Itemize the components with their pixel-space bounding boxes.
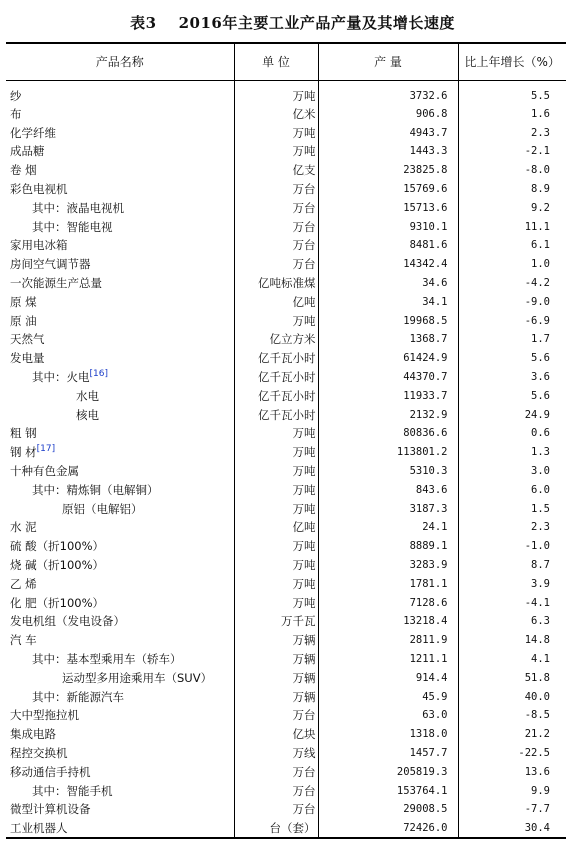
output-cell: 14342.4	[318, 255, 458, 274]
product-name: 烧 碱（折100%）	[10, 558, 105, 573]
output-cell: 34.1	[318, 292, 458, 311]
table-row	[6, 537, 566, 556]
product-name-cell	[6, 180, 234, 199]
growth-cell: 3.6	[458, 368, 566, 387]
growth-cell: 6.0	[458, 480, 566, 499]
product-name-cell	[6, 349, 234, 368]
output-cell: 3732.6	[318, 80, 458, 105]
table-row	[6, 123, 566, 142]
table-number: 表3	[130, 14, 157, 32]
product-name-cell	[6, 725, 234, 744]
growth-cell: 1.3	[458, 443, 566, 462]
product-name: 集成电路	[10, 727, 56, 742]
product-name: 原铝（电解铝）	[62, 501, 143, 516]
product-name: 钢 材	[10, 445, 37, 460]
unit-cell: 亿千瓦小时	[234, 386, 318, 405]
unit-cell: 万台	[234, 180, 318, 199]
product-name-cell	[6, 668, 234, 687]
product-name: 其中：智能手机	[32, 783, 113, 798]
output-cell: 29008.5	[318, 800, 458, 819]
unit-cell: 台（套）	[234, 819, 318, 838]
table-row	[6, 236, 566, 255]
output-cell: 9310.1	[318, 217, 458, 236]
output-cell: 3187.3	[318, 499, 458, 518]
header-row	[6, 43, 566, 80]
growth-cell: -22.5	[458, 744, 566, 763]
output-cell: 45.9	[318, 687, 458, 706]
output-cell: 3283.9	[318, 556, 458, 575]
growth-cell: 9.2	[458, 198, 566, 217]
output-cell: 113801.2	[318, 443, 458, 462]
footnote-link[interactable]: [17]	[36, 444, 56, 455]
output-cell: 1211.1	[318, 650, 458, 669]
unit-cell: 万台	[234, 198, 318, 217]
product-name-cell	[6, 612, 234, 631]
header-output: 产 量	[318, 43, 458, 80]
growth-cell: -8.5	[458, 706, 566, 725]
unit-cell: 万吨	[234, 537, 318, 556]
product-name-cell	[6, 142, 234, 161]
production-table	[6, 42, 566, 839]
unit-cell: 亿支	[234, 161, 318, 180]
product-name: 汽 车	[10, 633, 37, 648]
product-name: 运动型多用途乘用车（SUV）	[62, 670, 213, 685]
unit-cell: 万吨	[234, 80, 318, 105]
table-row	[6, 725, 566, 744]
table-body	[6, 80, 566, 838]
output-cell: 61424.9	[318, 349, 458, 368]
product-name: 卷 烟	[10, 163, 37, 178]
growth-cell: 5.5	[458, 80, 566, 105]
table-row	[6, 706, 566, 725]
table-row	[6, 612, 566, 631]
product-name-cell	[6, 161, 234, 180]
product-name-cell	[6, 255, 234, 274]
product-name: 成品糖	[10, 144, 45, 159]
unit-cell: 万千瓦	[234, 612, 318, 631]
product-name: 粗 钢	[10, 426, 37, 441]
product-name-cell	[6, 386, 234, 405]
table-row	[6, 668, 566, 687]
product-name-cell	[6, 593, 234, 612]
product-name: 其中：智能电视	[32, 219, 113, 234]
growth-cell: -8.0	[458, 161, 566, 180]
product-name-cell	[6, 217, 234, 236]
unit-cell: 万吨	[234, 480, 318, 499]
product-name: 原 油	[10, 313, 37, 328]
unit-cell: 亿千瓦小时	[234, 349, 318, 368]
output-cell: 15713.6	[318, 198, 458, 217]
product-name-cell	[6, 574, 234, 593]
header-growth: 比上年增长（%）	[458, 43, 566, 80]
product-name: 其中：新能源汽车	[32, 689, 124, 704]
unit-cell: 万吨	[234, 574, 318, 593]
output-cell: 5310.3	[318, 462, 458, 481]
unit-cell: 万辆	[234, 687, 318, 706]
unit-cell: 万吨	[234, 462, 318, 481]
growth-cell: 8.7	[458, 556, 566, 575]
product-name-cell	[6, 368, 234, 387]
table-row	[6, 180, 566, 199]
table-row	[6, 480, 566, 499]
growth-cell: 5.6	[458, 349, 566, 368]
product-name-cell	[6, 236, 234, 255]
output-cell: 7128.6	[318, 593, 458, 612]
output-cell: 153764.1	[318, 781, 458, 800]
unit-cell: 万吨	[234, 593, 318, 612]
output-cell: 1457.7	[318, 744, 458, 763]
output-cell: 8889.1	[318, 537, 458, 556]
unit-cell: 万台	[234, 706, 318, 725]
footnote-link[interactable]: [16]	[89, 369, 108, 380]
growth-cell: 13.6	[458, 762, 566, 781]
unit-cell: 万台	[234, 762, 318, 781]
output-cell: 1318.0	[318, 725, 458, 744]
unit-cell: 万吨	[234, 556, 318, 575]
growth-cell: 21.2	[458, 725, 566, 744]
growth-cell: 1.6	[458, 105, 566, 124]
product-name-cell	[6, 123, 234, 142]
product-name: 硫 酸（折100%）	[10, 539, 105, 554]
table-row	[6, 762, 566, 781]
table-row	[6, 800, 566, 819]
unit-cell: 亿吨标准煤	[234, 274, 318, 293]
output-cell: 19968.5	[318, 311, 458, 330]
growth-cell: -9.0	[458, 292, 566, 311]
product-name-cell	[6, 687, 234, 706]
output-cell: 4943.7	[318, 123, 458, 142]
table-row	[6, 311, 566, 330]
product-name: 化 肥（折100%）	[10, 595, 105, 610]
growth-cell: 2.3	[458, 123, 566, 142]
product-name-cell	[6, 819, 234, 838]
unit-cell: 万吨	[234, 424, 318, 443]
product-name-cell	[6, 781, 234, 800]
output-cell: 63.0	[318, 706, 458, 725]
output-cell: 23825.8	[318, 161, 458, 180]
table-row	[6, 330, 566, 349]
product-name: 程控交换机	[10, 745, 68, 760]
product-name-cell	[6, 800, 234, 819]
table-row	[6, 142, 566, 161]
growth-cell: 0.6	[458, 424, 566, 443]
product-name: 其中：液晶电视机	[32, 200, 124, 215]
growth-cell: 1.5	[458, 499, 566, 518]
growth-cell: 3.0	[458, 462, 566, 481]
unit-cell: 万辆	[234, 668, 318, 687]
table-row	[6, 80, 566, 105]
unit-cell: 万吨	[234, 499, 318, 518]
unit-cell: 万台	[234, 781, 318, 800]
table-row	[6, 105, 566, 124]
output-cell: 44370.7	[318, 368, 458, 387]
product-name-cell	[6, 80, 234, 105]
product-name-cell	[6, 274, 234, 293]
product-name-cell	[6, 556, 234, 575]
unit-cell: 亿米	[234, 105, 318, 124]
unit-cell: 亿千瓦小时	[234, 405, 318, 424]
product-name: 核电	[76, 407, 99, 422]
table-row	[6, 405, 566, 424]
table-title	[0, 12, 585, 33]
product-name: 房间空气调节器	[10, 257, 91, 272]
output-cell: 13218.4	[318, 612, 458, 631]
unit-cell: 亿立方米	[234, 330, 318, 349]
output-cell: 1781.1	[318, 574, 458, 593]
growth-cell: -4.1	[458, 593, 566, 612]
output-cell: 11933.7	[318, 386, 458, 405]
product-name: 移动通信手持机	[10, 764, 91, 779]
unit-cell: 万线	[234, 744, 318, 763]
growth-cell: -7.7	[458, 800, 566, 819]
table-row	[6, 593, 566, 612]
table-row	[6, 781, 566, 800]
product-name: 十种有色金属	[10, 464, 79, 479]
product-name: 发电机组（发电设备）	[10, 614, 125, 629]
product-name: 化学纤维	[10, 125, 56, 140]
product-name-cell	[6, 462, 234, 481]
product-name-cell	[6, 330, 234, 349]
table-row	[6, 631, 566, 650]
unit-cell: 万吨	[234, 123, 318, 142]
growth-cell: 1.0	[458, 255, 566, 274]
product-name: 一次能源生产总量	[10, 276, 102, 291]
output-cell: 914.4	[318, 668, 458, 687]
table-row	[6, 819, 566, 838]
growth-cell: 3.9	[458, 574, 566, 593]
growth-cell: 11.1	[458, 217, 566, 236]
product-name: 家用电冰箱	[10, 238, 68, 253]
product-name: 大中型拖拉机	[10, 708, 79, 723]
product-name: 原 煤	[10, 294, 37, 309]
output-cell: 80836.6	[318, 424, 458, 443]
product-name-cell	[6, 292, 234, 311]
product-name: 其中：基本型乘用车（轿车）	[32, 652, 182, 666]
growth-cell: 24.9	[458, 405, 566, 424]
growth-cell: 30.4	[458, 819, 566, 838]
output-cell: 72426.0	[318, 819, 458, 838]
product-name: 水 泥	[10, 520, 37, 535]
output-cell: 906.8	[318, 105, 458, 124]
growth-cell: 6.1	[458, 236, 566, 255]
table-row	[6, 499, 566, 518]
output-cell: 2132.9	[318, 405, 458, 424]
product-name-cell	[6, 424, 234, 443]
unit-cell: 万吨	[234, 311, 318, 330]
table-row	[6, 650, 566, 669]
table-row	[6, 198, 566, 217]
table-row	[6, 744, 566, 763]
table-row	[6, 518, 566, 537]
unit-cell: 万台	[234, 217, 318, 236]
unit-cell: 万辆	[234, 631, 318, 650]
unit-cell: 万台	[234, 255, 318, 274]
output-cell: 8481.6	[318, 236, 458, 255]
growth-cell: 5.6	[458, 386, 566, 405]
output-cell: 15769.6	[318, 180, 458, 199]
output-cell: 843.6	[318, 480, 458, 499]
unit-cell: 万吨	[234, 142, 318, 161]
table-row	[6, 292, 566, 311]
header-unit: 单 位	[234, 43, 318, 80]
product-name: 布	[10, 106, 22, 121]
product-name-cell	[6, 518, 234, 537]
growth-cell: 6.3	[458, 612, 566, 631]
unit-cell: 万台	[234, 236, 318, 255]
product-name: 纱	[10, 88, 22, 103]
growth-cell: 2.3	[458, 518, 566, 537]
output-cell: 24.1	[318, 518, 458, 537]
product-name-cell	[6, 311, 234, 330]
growth-cell: -4.2	[458, 274, 566, 293]
unit-cell: 亿块	[234, 725, 318, 744]
growth-cell: 8.9	[458, 180, 566, 199]
growth-cell: 51.8	[458, 668, 566, 687]
table-row	[6, 386, 566, 405]
unit-cell: 亿吨	[234, 292, 318, 311]
product-name-cell	[6, 650, 234, 669]
table-row	[6, 255, 566, 274]
product-name: 发电量	[10, 351, 45, 366]
product-name-cell	[6, 105, 234, 124]
product-name-cell	[6, 631, 234, 650]
product-name: 工业机器人	[10, 820, 68, 835]
product-name: 其中：火电	[32, 370, 90, 385]
table-row	[6, 274, 566, 293]
growth-cell: 40.0	[458, 687, 566, 706]
product-name: 水电	[76, 388, 99, 403]
output-cell: 1368.7	[318, 330, 458, 349]
output-cell: 34.6	[318, 274, 458, 293]
unit-cell: 万台	[234, 800, 318, 819]
product-name-cell	[6, 443, 234, 462]
output-cell: 1443.3	[318, 142, 458, 161]
table-row	[6, 574, 566, 593]
product-name: 其中：精炼铜（电解铜）	[32, 482, 159, 497]
table-row	[6, 462, 566, 481]
table-row	[6, 349, 566, 368]
product-name-cell	[6, 706, 234, 725]
table-row	[6, 217, 566, 236]
table-row	[6, 443, 566, 462]
table-row	[6, 368, 566, 387]
product-name: 微型计算机设备	[10, 802, 91, 817]
growth-cell: -6.9	[458, 311, 566, 330]
product-name-cell	[6, 480, 234, 499]
unit-cell: 亿吨	[234, 518, 318, 537]
growth-cell: 14.8	[458, 631, 566, 650]
product-name: 乙 烯	[10, 576, 37, 591]
growth-cell: 1.7	[458, 330, 566, 349]
output-cell: 205819.3	[318, 762, 458, 781]
table-row	[6, 556, 566, 575]
product-name: 彩色电视机	[10, 182, 68, 197]
growth-cell: 4.1	[458, 650, 566, 669]
product-name-cell	[6, 744, 234, 763]
product-name-cell	[6, 537, 234, 556]
growth-cell: -2.1	[458, 142, 566, 161]
product-name: 天然气	[10, 332, 45, 347]
growth-cell: 9.9	[458, 781, 566, 800]
unit-cell: 万辆	[234, 650, 318, 669]
unit-cell: 亿千瓦小时	[234, 368, 318, 387]
output-cell: 2811.9	[318, 631, 458, 650]
table-title-text: 2016年主要工业产品产量及其增长速度	[178, 14, 455, 32]
product-name-cell	[6, 499, 234, 518]
table-row	[6, 424, 566, 443]
header-product-name: 产品名称	[6, 43, 234, 80]
table-row	[6, 161, 566, 180]
unit-cell: 万吨	[234, 443, 318, 462]
growth-cell: -1.0	[458, 537, 566, 556]
product-name-cell	[6, 405, 234, 424]
table-row	[6, 687, 566, 706]
product-name-cell	[6, 762, 234, 781]
product-name-cell	[6, 198, 234, 217]
